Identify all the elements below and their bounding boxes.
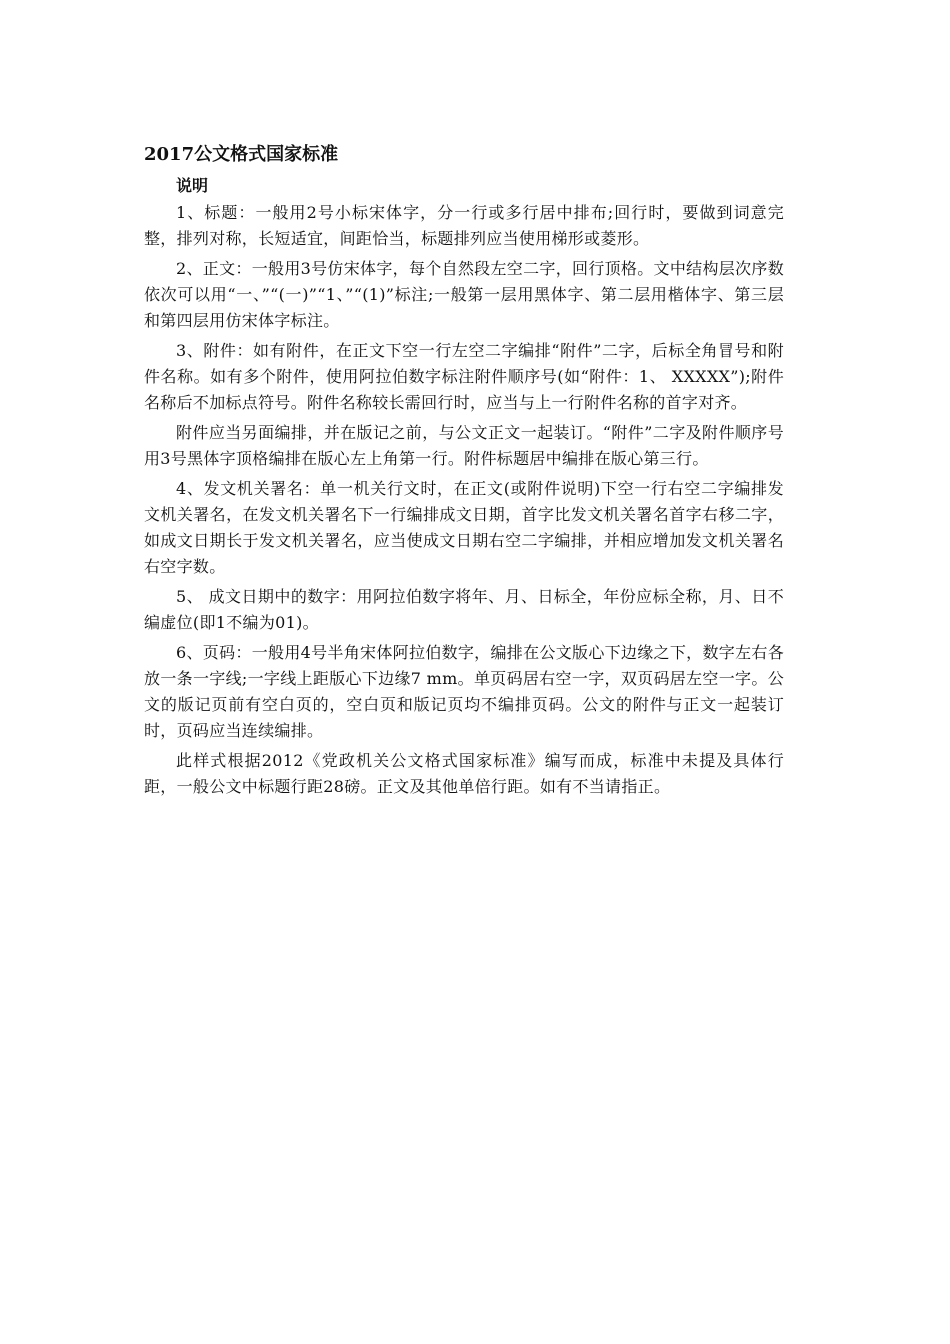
document-body: [144, 140, 784, 804]
paragraph-signature-rules: 4、发文机关署名：单一机关行文时，在正文(或附件说明)下空一行右空二字编排发文机关署名，在发文机关署名下一行编排成文日期，首字比发文机关署名首字右移二字，如成文日期长于发文机关署名，应当使成文日期右空二字编排，并相应增加发文机关署名右空字数。: [144, 479, 784, 576]
paragraph-closing-note: 此样式根据2012《党政机关公文格式国家标准》编写而成，标准中未提及具体行距，一般公文中标题行距28磅。正文及其他单倍行距。如有不当请指正。: [144, 751, 784, 796]
paragraph-page-number-rules: 6、页码：一般用4号半角宋体阿拉伯数字，编排在公文版心下边缘之下，数字左右各放一条一字线;一字线上距版心下边缘7 mm。单页码居右空一字，双页码居左空一字。公文的版记页前有空白页的，空白页和版记页均不编排页码。公文的附件与正文一起装订时，页码应当连续编排。: [144, 643, 784, 740]
paragraph-date-rules: 5、 成文日期中的数字：用阿拉伯数字将年、月、日标全，年份应标全称，月、日不编虚位(即1不编为01)。: [144, 587, 784, 632]
document-title: 2017公文格式国家标准: [144, 144, 339, 165]
paragraph-title-rules: 1、标题：一般用2号小标宋体字，分一行或多行居中排布;回行时，要做到词意完整，排列对称，长短适宜，间距恰当，标题排列应当使用梯形或菱形。: [144, 203, 784, 248]
paragraph-attachment-rules: 3、附件：如有附件，在正文下空一行左空二字编排“附件”二字，后标全角冒号和附件名称。如有多个附件，使用阿拉伯数字标注附件顺序号(如“附件：1、 XXXXX”);附件名称后不加标点符号。附件名称较长需回行时，应当与上一行附件名称的首字对齐。: [144, 341, 784, 412]
paragraph-attachment-layout: 附件应当另面编排，并在版记之前，与公文正文一起装订。“附件”二字及附件顺序号用3号黑体字顶格编排在版心左上角第一行。附件标题居中编排在版心第三行。: [144, 423, 784, 468]
paragraph-body-text-rules: 2、正文：一般用3号仿宋体字，每个自然段左空二字，回行顶格。文中结构层次序数依次可以用“一、”“(一)”“1、”“(1)”标注;一般第一层用黑体字、第二层用楷体字、第三层和第四层用仿宋体字标注。: [144, 259, 784, 330]
section-heading: 说明: [176, 176, 209, 195]
